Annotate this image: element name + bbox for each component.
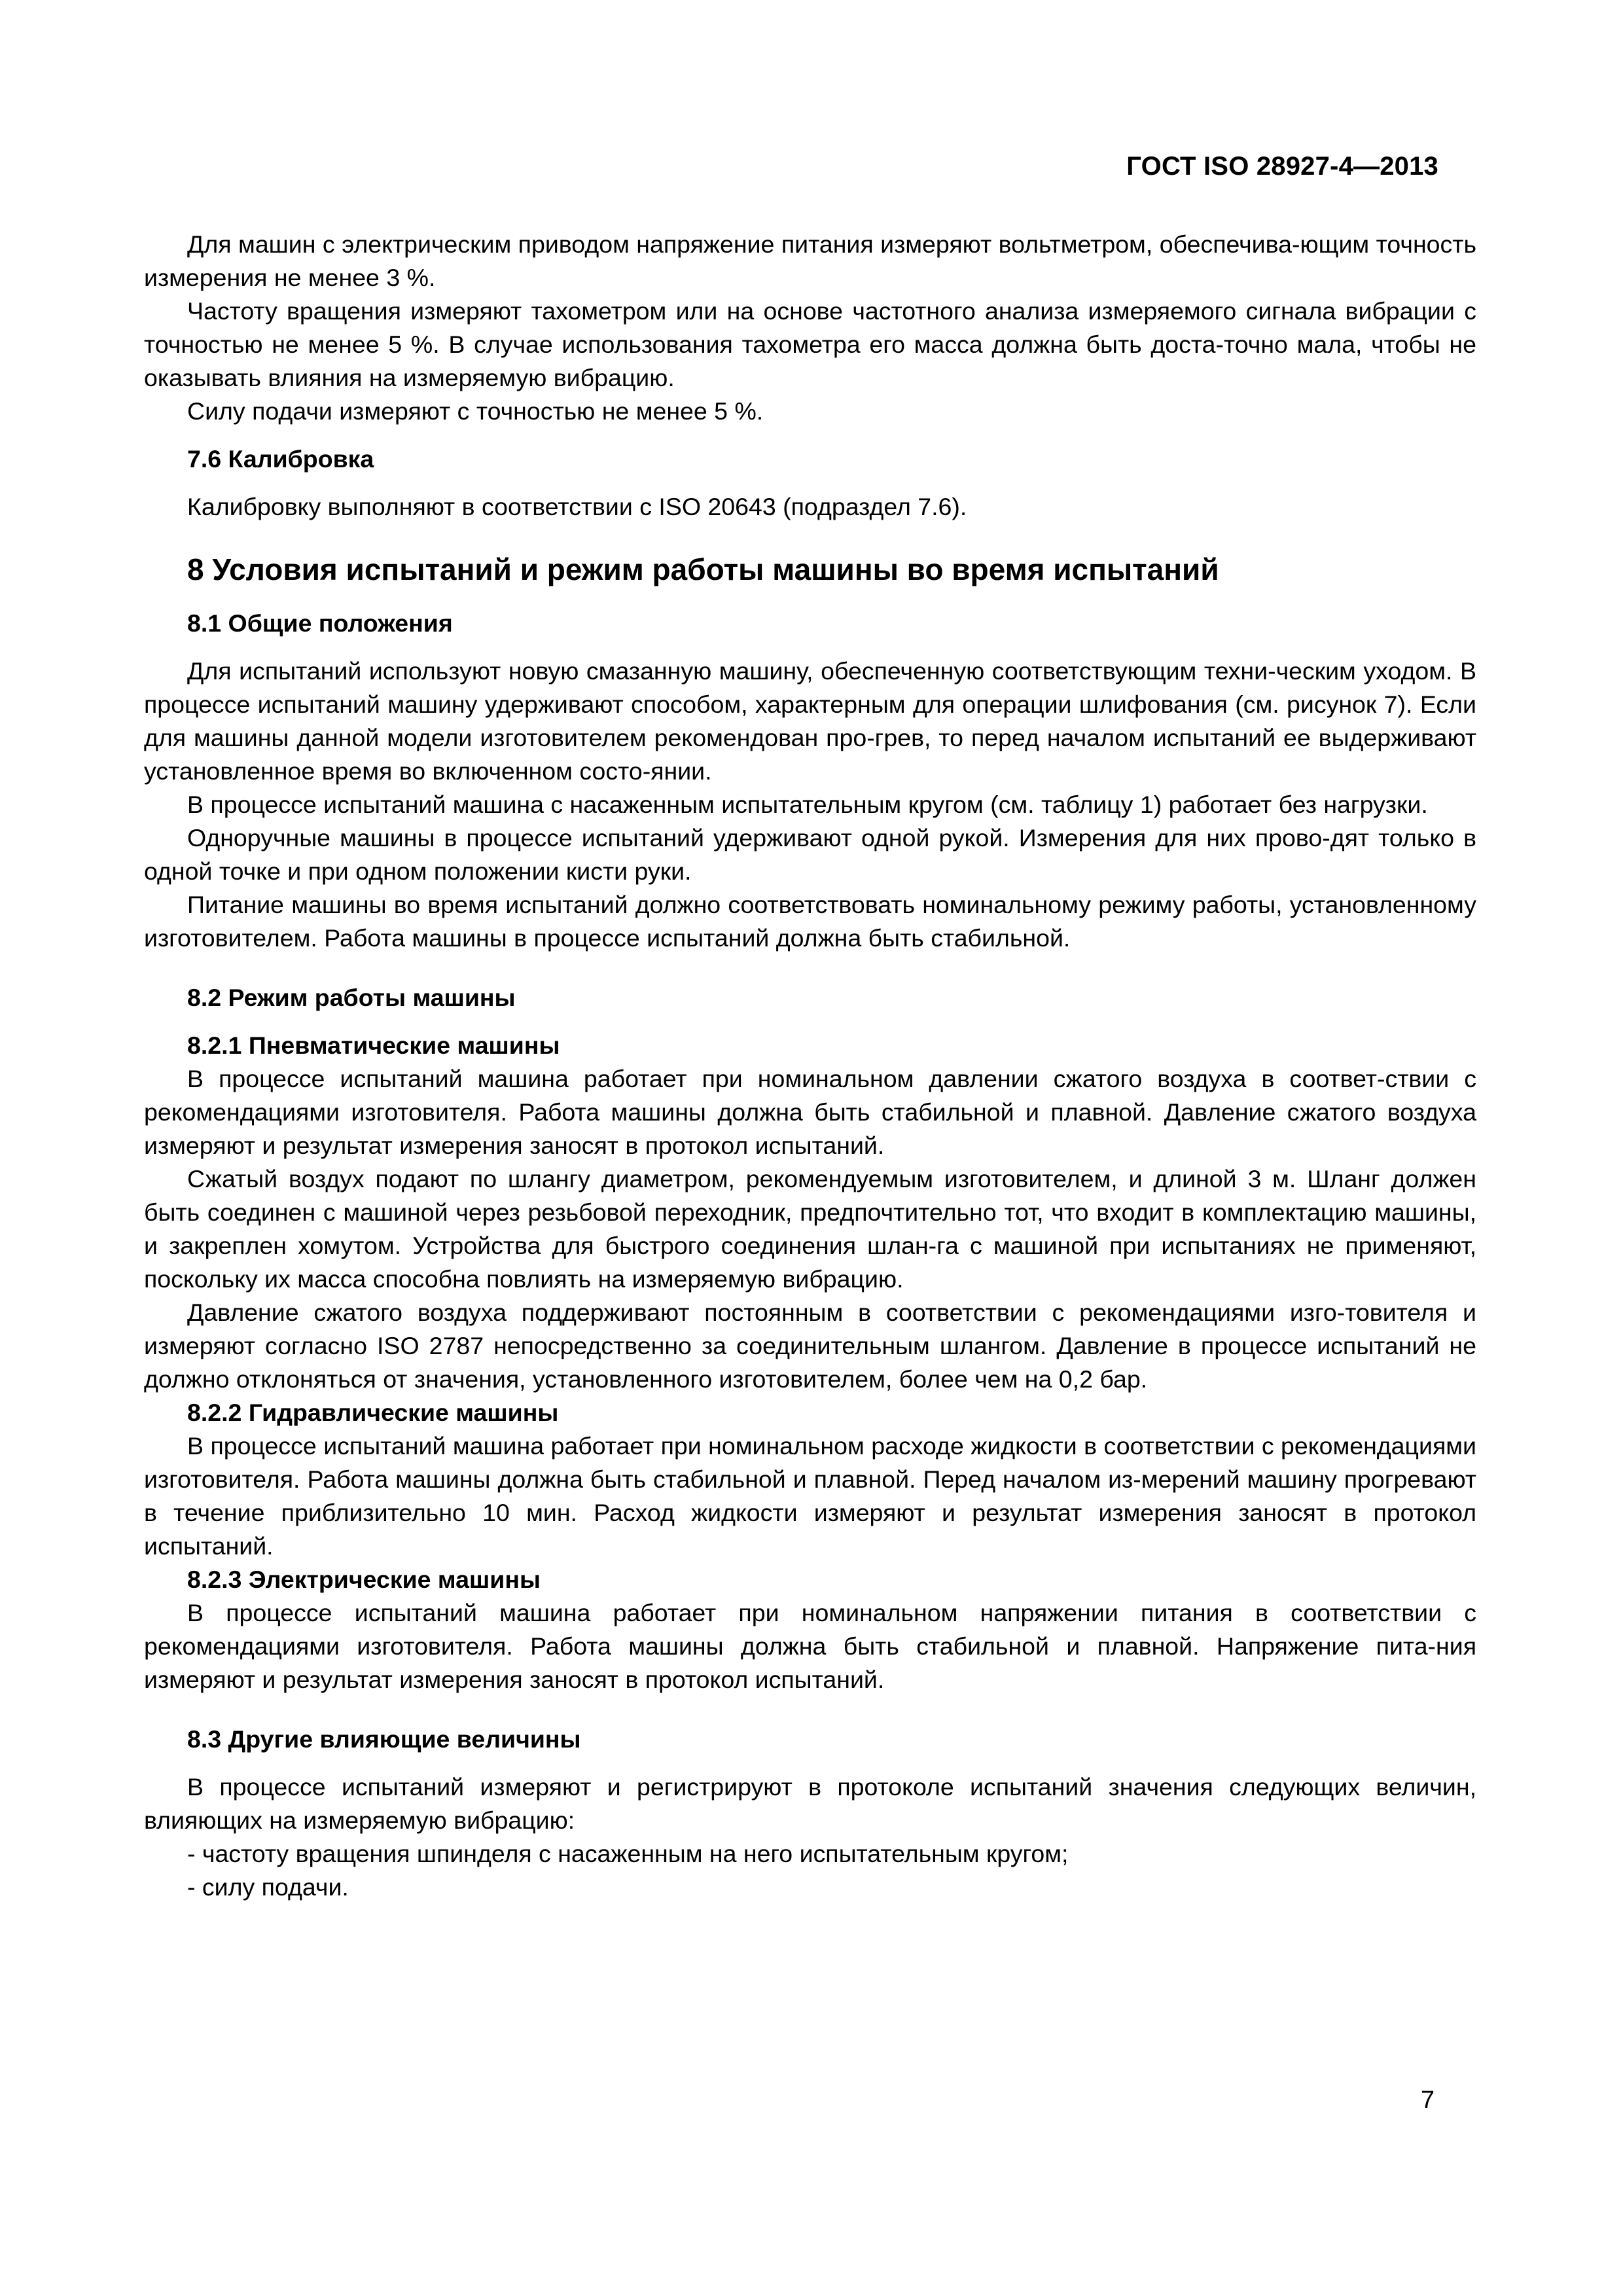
- section-7-6-title: 7.6 Калибровка: [187, 445, 374, 473]
- section-8-1-title: 8.1 Общие положения: [187, 609, 453, 637]
- section-8-1-paragraph: Одноручные машины в процессе испытаний удерживают одной рукой. Измерения для них прово-дят только в одной точке и при одном положении кисти руки.: [144, 824, 1476, 885]
- document-code-header: ГОСТ ISO 28927-4—2013: [1126, 152, 1438, 181]
- section-8-3-title: 8.3 Другие влияющие величины: [187, 1725, 581, 1753]
- section-8-2-2-paragraph: В процессе испытаний машина работает при номинальном расходе жидкости в соответствии с рекомендациями изготовителя. Работа машины должна быть стабильной и плавной. Перед началом из-мерений машину прогревают в течение приблизительно 10 мин. Расход жидкости измеряют и результат измерения заносят в протокол испытаний.: [144, 1432, 1476, 1560]
- document-body: [144, 228, 1476, 1904]
- paragraph-feed-force: Силу подачи измеряют с точностью не менее 5 %.: [187, 397, 764, 425]
- page-number: 7: [1420, 2087, 1435, 2114]
- section-8-2-1-paragraph: В процессе испытаний машина работает при номинальном давлении сжатого воздуха в соответ-ствии с рекомендациями изготовителя. Работа машины должна быть стабильной и плавной. Давление сжатого воздуха измеряют и результат измерения заносят в протокол испытаний.: [144, 1065, 1476, 1159]
- section-8-2-3-title: 8.2.3 Электрические машины: [187, 1566, 541, 1593]
- section-8-3-intro: В процессе испытаний измеряют и регистрируют в протоколе испытаний значения следующих величин, влияющих на измеряемую вибрацию:: [144, 1773, 1476, 1834]
- list-item: - частоту вращения шпинделя с насаженным на него испытательным кругом;: [187, 1840, 1069, 1867]
- list-item: - силу подачи.: [187, 1873, 349, 1901]
- section-8-2-title: 8.2 Режим работы машины: [187, 984, 516, 1011]
- section-8-2-2-title: 8.2.2 Гидравлические машины: [187, 1399, 559, 1426]
- section-8-1-paragraph: В процессе испытаний машина с насаженным испытательным кругом (см. таблицу 1) работает без нагрузки.: [187, 791, 1428, 818]
- section-7-6-text: Калибровку выполняют в соответствии с ISO 20643 (подраздел 7.6).: [187, 493, 967, 520]
- section-8-title: 8 Условия испытаний и режим работы машины во время испытаний: [187, 552, 1219, 586]
- section-8-1-paragraph: Питание машины во время испытаний должно соответствовать номинальному режиму работы, установленному изготовителем. Работа машины в процессе испытаний должна быть стабильной.: [144, 891, 1476, 952]
- section-8-2-1-paragraph: Сжатый воздух подают по шлангу диаметром, рекомендуемым изготовителем, и длиной 3 м. Шланг должен быть соединен с машиной через резьбовой переходник, предпочтительно тот, что входит в комплектацию машины, и закреплен хомутом. Устройства для быстрого соединения шлан-га с машиной при испытаниях не применяют, поскольку их масса способна повлиять на измеряемую вибрацию.: [144, 1165, 1476, 1293]
- section-8-1-paragraph: Для испытаний используют новую смазанную машину, обеспеченную соответствующим техни-ческим уходом. В процессе испытаний машину удерживают способом, характерным для операции шлифования (см. рисунок 7). Если для машины данной модели изготовителем рекомендован про-грев, то перед началом испытаний ее выдерживают установленное время во включенном состо-янии.: [144, 657, 1476, 785]
- section-8-2-3-paragraph: В процессе испытаний машина работает при номинальном напряжении питания в соответствии с рекомендациями изготовителя. Работа машины должна быть стабильной и плавной. Напряжение пита-ния измеряют и результат измерения заносят в протокол испытаний.: [144, 1599, 1476, 1693]
- section-8-2-1-paragraph: Давление сжатого воздуха поддерживают постоянным в соответствии с рекомендациями изго-товителя и измеряют согласно ISO 2787 непосредственно за соединительным шлангом. Давление в процессе испытаний не должно отклоняться от значения, установленного изготовителем, более чем на 0,2 бар.: [144, 1299, 1476, 1393]
- paragraph-voltage: Для машин с электрическим приводом напряжение питания измеряют вольтметром, обеспечива-ющим точность измерения не менее 3 %.: [144, 230, 1476, 291]
- paragraph-rotation-frequency: Частоту вращения измеряют тахометром или на основе частотного анализа измеряемого сигнала вибрации с точностью не менее 5 %. В случае использования тахометра его масса должна быть доста-точно мала, чтобы не оказывать влияния на измеряемую вибрацию.: [144, 297, 1476, 391]
- section-8-2-1-title: 8.2.1 Пневматические машины: [187, 1031, 560, 1059]
